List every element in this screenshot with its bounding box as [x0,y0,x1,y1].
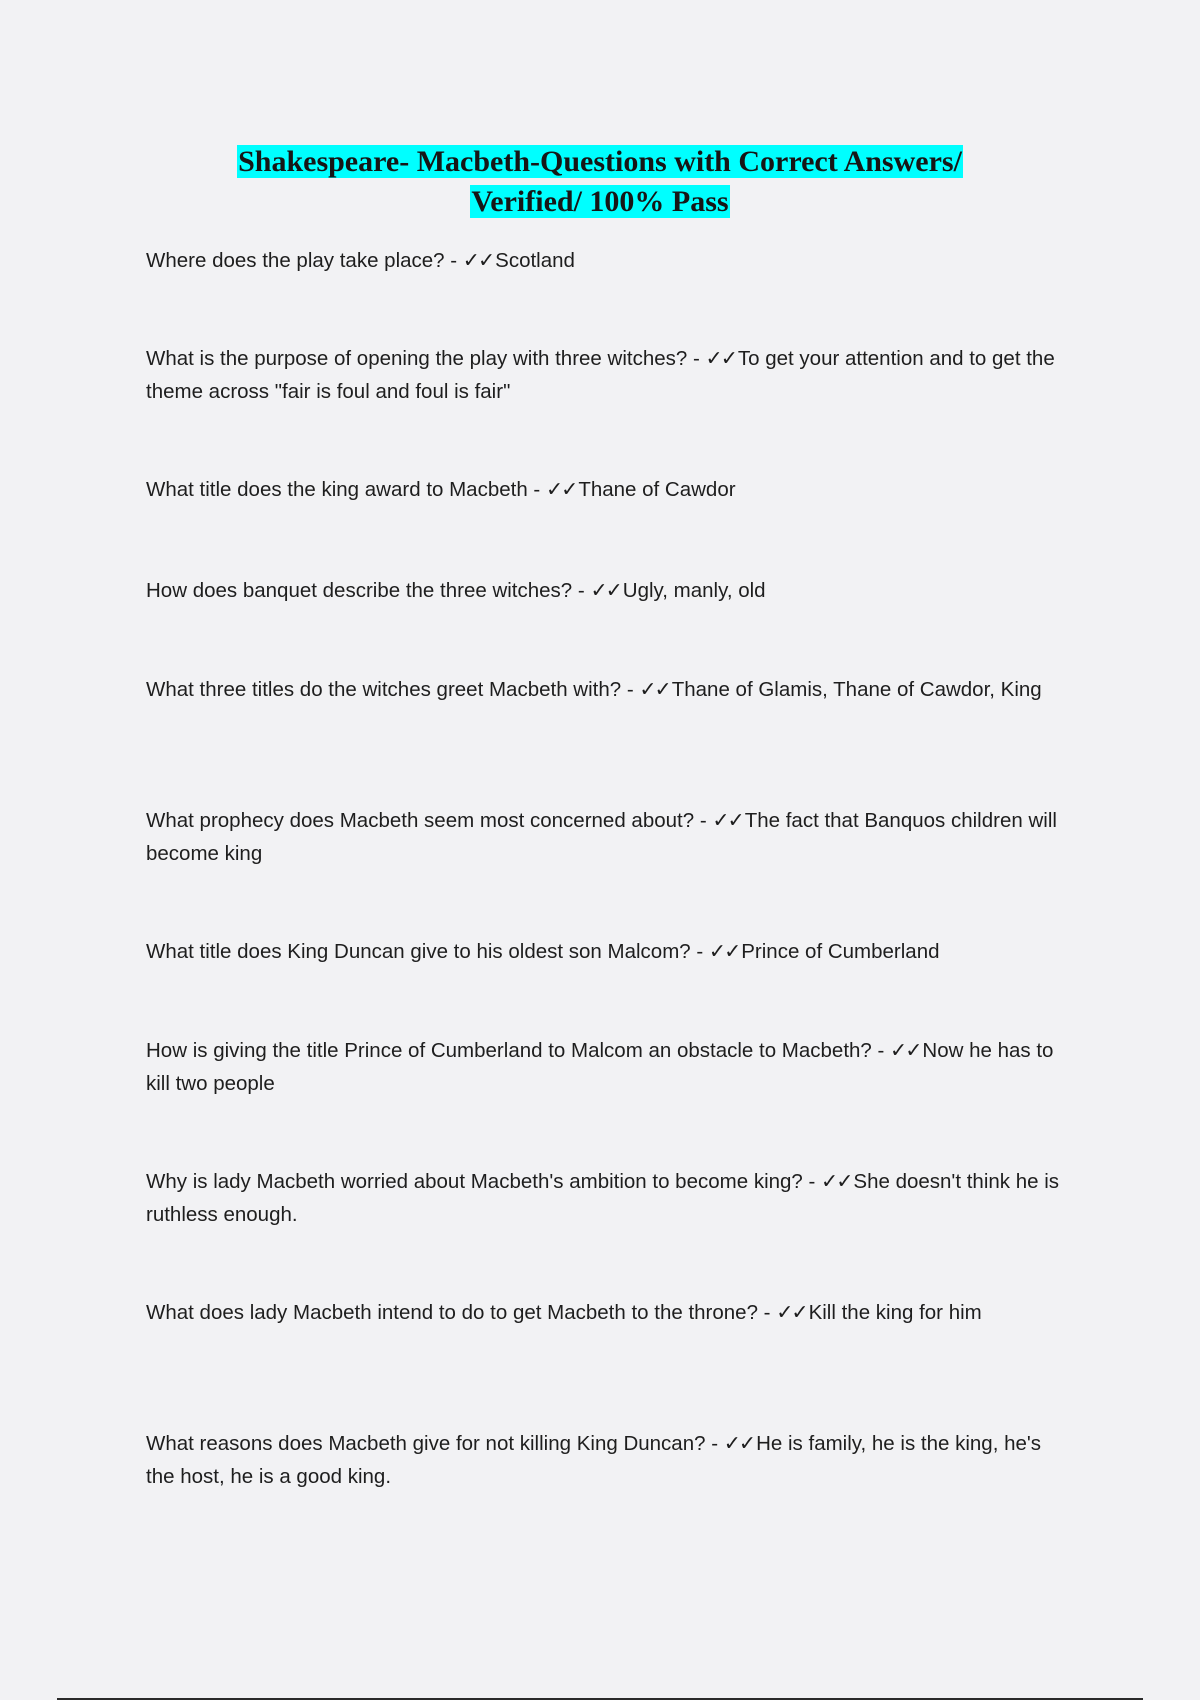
answer-text: Thane of Cawdor [578,478,736,501]
separator: - [444,249,463,272]
answer-text: Prince of Cumberland [741,940,940,963]
separator: - [694,809,713,832]
separator: - [705,1432,724,1455]
question-text: How does banquet describe the three witches? [146,579,573,602]
answer-text: Thane of Glamis, Thane of Cawdor, King [671,678,1042,701]
qa-item [146,673,1066,706]
qa-item [146,574,1066,607]
double-check-icon: ✓✓ [590,578,621,602]
qa-item [146,1165,1066,1231]
qa-item [146,1034,1066,1100]
separator: - [690,940,709,963]
double-check-icon: ✓✓ [821,1169,852,1193]
question-text: What title does the king award to Macbeth [146,478,528,501]
question-text: What is the purpose of opening the play with three witches? [146,347,688,370]
answer-text: Now he has to kill two people [146,1039,1054,1095]
question-text: What reasons does Macbeth give for not killing King Duncan? [146,1432,706,1455]
answer-text: She doesn't think he is ruthless enough. [146,1170,1060,1226]
answer-text: He is family, he is the king, he's the host, he is a good king. [146,1432,1042,1488]
answer-text: Kill the king for him [808,1301,982,1324]
answer-text: Scotland [495,249,575,272]
separator: - [757,1301,777,1324]
question-text: Why is lady Macbeth worried about Macbeth's ambition to become king? [146,1170,803,1193]
separator: - [687,347,706,370]
separator: - [621,678,640,701]
double-check-icon: ✓✓ [890,1038,921,1062]
double-check-icon: ✓✓ [712,808,743,832]
title-line-2: Verified/ 100% Pass [471,185,729,218]
double-check-icon: ✓✓ [776,1300,807,1324]
answer-text: Ugly, manly, old [622,579,766,602]
qa-item [146,244,1066,277]
separator: - [572,579,591,602]
double-check-icon: ✓✓ [462,248,494,272]
separator: - [802,1170,822,1193]
qa-item [146,473,1066,506]
question-text: What three titles do the witches greet Macbeth with? [146,678,622,701]
qa-item [146,1296,1066,1329]
double-check-icon: ✓✓ [639,677,670,701]
question-text: Where does the play take place? [146,249,445,272]
double-check-icon: ✓✓ [705,346,736,370]
question-text: What prophecy does Macbeth seem most concerned about? [146,809,695,832]
qa-item [146,935,1066,968]
question-text: How is giving the title Prince of Cumberland to Malcom an obstacle to Macbeth? [146,1039,872,1062]
question-text: What title does King Duncan give to his oldest son Malcom? [146,940,691,963]
answer-text: To get your attention and to get the theme across "fair is foul and foul is fair" [146,347,1055,403]
double-check-icon: ✓✓ [708,939,740,963]
question-text: What does lady Macbeth intend to do to get Macbeth to the throne? [146,1301,758,1324]
qa-item [146,804,1066,870]
document-title [0,142,1200,222]
separator: - [527,478,546,501]
answer-text: The fact that Banquos children will become king [146,809,1057,865]
qa-item [146,342,1066,408]
title-line-1: Shakespeare- Macbeth-Questions with Correct Answers/ [238,145,962,178]
double-check-icon: ✓✓ [723,1431,755,1455]
double-check-icon: ✓✓ [545,477,577,501]
separator: - [871,1039,891,1062]
qa-item [146,1427,1066,1493]
